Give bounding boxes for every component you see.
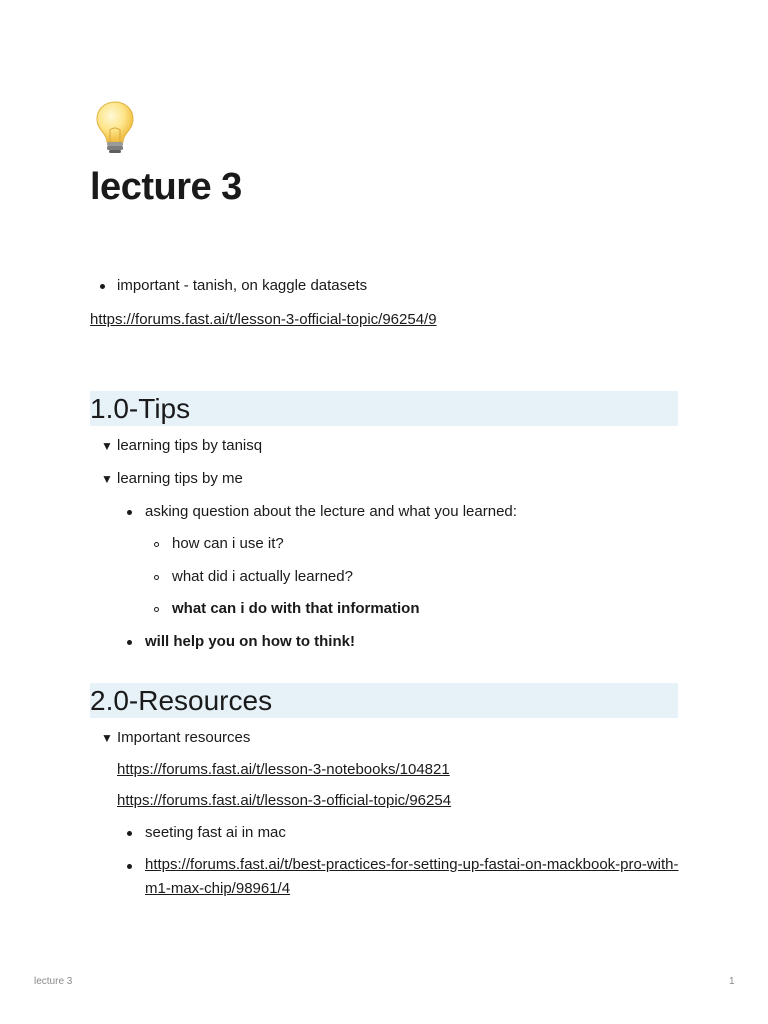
section-heading-resources-text: 2.0-Resources (90, 685, 273, 716)
toggle-arrow-icon[interactable]: ▼ (101, 439, 113, 453)
toggle-learning-tips-tanisq[interactable]: learning tips by tanisq (117, 437, 263, 454)
bullet-dot (127, 640, 132, 645)
tips-bullet-asking: asking question about the lecture and what you learned: (145, 503, 517, 520)
resources-bullet-mac: seeting fast ai in mac (145, 824, 286, 841)
footer-page-name: lecture 3 (34, 976, 73, 987)
toggle-learning-tips-me[interactable]: learning tips by me (117, 470, 243, 487)
toggle-important-resources[interactable]: Important resources (117, 729, 251, 746)
tips-bullet-think: will help you on how to think! (145, 633, 355, 650)
bullet-dot (127, 864, 132, 869)
sub-bullet-circle (154, 575, 159, 580)
bullet-dot (127, 831, 132, 836)
lightbulb-icon (95, 100, 135, 156)
page-title: lecture 3 (90, 166, 242, 208)
intro-bullet-text: important - tanish, on kaggle datasets (117, 277, 368, 294)
toggle-arrow-icon[interactable]: ▼ (101, 731, 113, 745)
tips-sub-how-use: how can i use it? (172, 535, 284, 552)
bullet-dot (127, 510, 132, 515)
tips-sub-what-learned: what did i actually learned? (172, 568, 353, 585)
toggle-arrow-icon[interactable]: ▼ (101, 472, 113, 486)
resource-link-official-topic[interactable]: https://forums.fast.ai/t/lesson-3-official-topic/96254 (117, 792, 452, 809)
intro-link[interactable]: https://forums.fast.ai/t/lesson-3-official-topic/96254/9 (90, 311, 437, 328)
section-heading-resources (90, 683, 678, 718)
section-heading-tips-text: 1.0-Tips (90, 393, 191, 424)
sub-bullet-circle (154, 542, 159, 547)
footer-page-number: 1 (729, 976, 735, 987)
tips-sub-what-do: what can i do with that information (172, 600, 420, 617)
resource-link-best-practices[interactable]: https://forums.fast.ai/t/best-practices-for-setting-up-fastai-on-mackbook-pro-with-m1-max-chip/98961/4 (145, 856, 679, 897)
section-heading-tips (90, 391, 678, 426)
resource-link-notebooks[interactable]: https://forums.fast.ai/t/lesson-3-notebooks/104821 (117, 761, 450, 778)
bullet-dot (100, 284, 105, 289)
sub-bullet-circle (154, 607, 159, 612)
